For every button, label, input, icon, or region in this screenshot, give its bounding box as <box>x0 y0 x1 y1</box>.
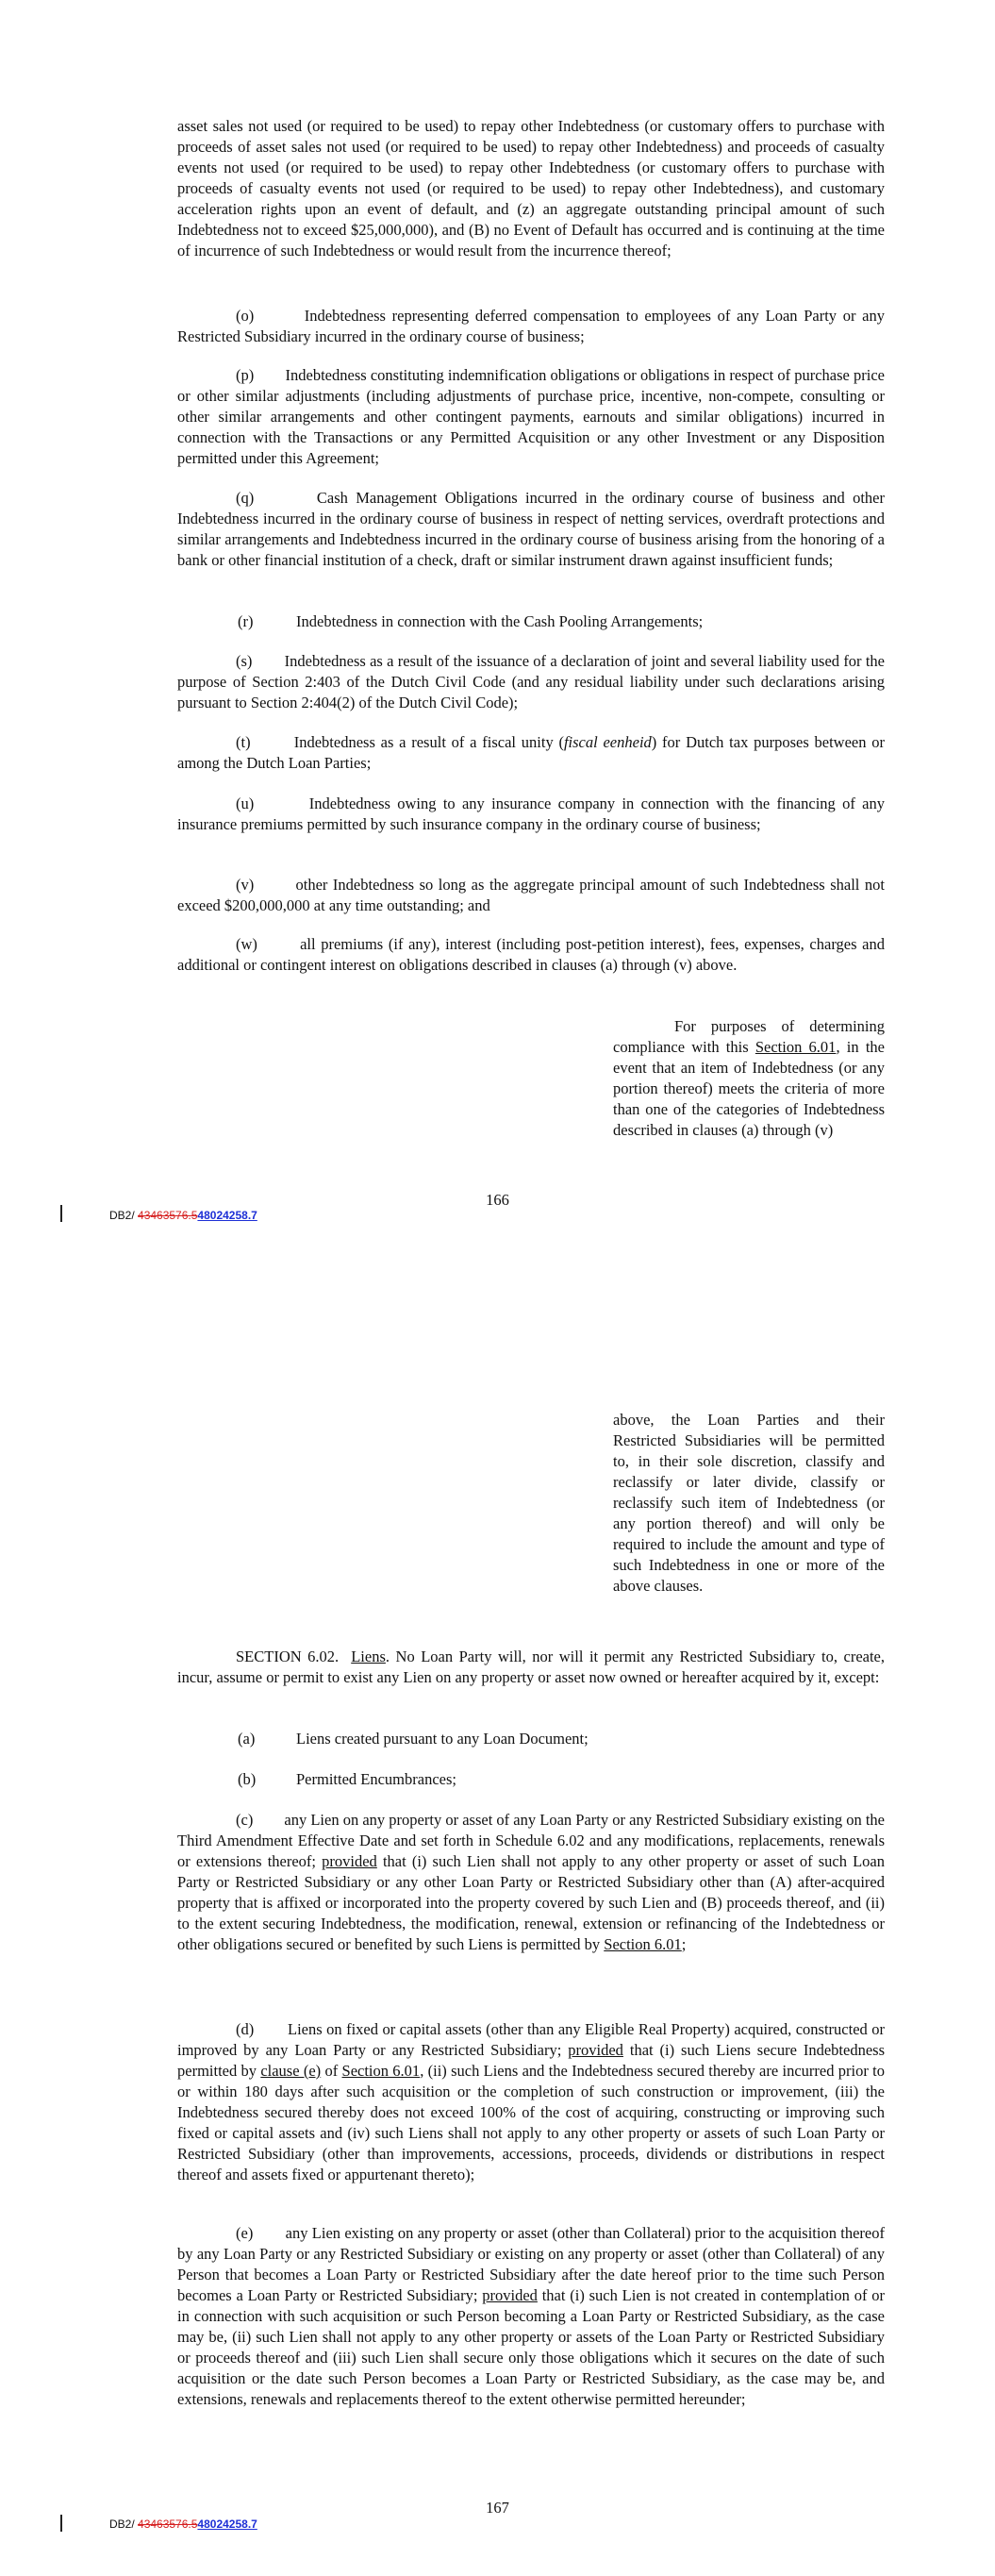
fiscal-eenheid-term: fiscal eenheid <box>563 733 652 751</box>
clause-r-text: Indebtedness in connection with the Cash Pooling Arrangements; <box>296 612 704 630</box>
lien-clause-c: (c) any Lien on any property or asset of any Loan Party or any Restricted Subsidiary existing on the Third Amendment Effective Date and set forth in Schedule 6.02 and any modifications, replacements, renewals or extensions thereof; provided that (i) such Lien shall not apply to any other property or asset of such Loan Party or Restricted Subsidiary or any other Loan Party or Restricted Subsidiary other than (A) after-acquired property that is affixed or incorporated into the property covered by such Lien and (B) proceeds thereof, and (ii) to the extent securing Indebtedness, the modification, renewal, extension or refinancing of the Indebtedness or other obligations secured or benefited by such Liens is permitted by Section 6.01; <box>177 1811 885 1953</box>
clause-v: (v) other Indebtedness so long as the aggregate principal amount of such Indebtedness shall not exceed $200,000,000 at any time outstanding; and <box>177 876 885 914</box>
clause-w: (w) all premiums (if any), interest (including post-petition interest), fees, expenses, charges and additional or contingent interest on obligations described in clauses (a) through (v) above. <box>177 935 885 974</box>
inserted-doc-id: 48024258.7 <box>197 1209 257 1222</box>
change-bar <box>60 1205 62 1222</box>
clause-u: (u) Indebtedness owing to any insurance company in connection with the financing of any insurance premiums permitted by such insurance company in the ordinary course of business; <box>177 795 885 833</box>
page-167 <box>0 1255 995 2576</box>
right-column-paragraph: For purposes of determining compliance with this Section 6.01, in the event that an item of Indebtedness (or any portion thereof) meets the criteria of more than one of the categories of Indebtedness described in clauses (a) through (v) <box>613 1017 885 1139</box>
clause-s: (s) Indebtedness as a result of the issuance of a declaration of joint and several liability used for the purpose of Section 2:403 of the Dutch Civil Code (and any residual liability under such declarations arising pursuant to Section 2:404(2) of the Dutch Civil Code); <box>177 652 885 711</box>
section-number: SECTION 6.02. <box>236 1648 340 1665</box>
section-6-01-reference: Section 6.01 <box>604 1935 682 1953</box>
right-column-continued: above, the Loan Parties and their Restricted Subsidiaries will be permitted to, in their sole discretion, classify and reclassify or later divide, classify or reclassify such item of Indebtedness (or any portion thereof) and will only be required to include the amount and type of such Indebtedness in one or more of the above clauses. <box>613 1411 885 1595</box>
document-id-footer: DB2/ 43463576.548024258.7 <box>109 2517 257 2531</box>
page-number: 167 <box>486 2499 509 2517</box>
page-166 <box>0 0 995 1255</box>
paragraph-continued: asset sales not used (or required to be used) to repay other Indebtedness (or customary offers to purchase with proceeds of asset sales not used (or required to be used) to repay other Indebtedness) and proceeds of casualty events not used (or required to be used) to repay other Indebtedness (or customary offers to purchase with proceeds of casualty events not used (or required to be used) to repay other Indebtedness), and customary acceleration rights upon an event of default, and (z) an aggregate outstanding principal amount of such Indebtedness not to exceed $25,000,000), and (B) no Event of Default has occurred and is continuing at the time of incurrence of such Indebtedness or would result from the incurrence thereof; <box>177 117 885 259</box>
clause-t: (t) Indebtedness as a result of a fiscal unity (fiscal eenheid) for Dutch tax purposes between or among the Dutch Loan Parties; <box>177 733 886 772</box>
inserted-doc-id: 48024258.7 <box>197 2517 257 2531</box>
document-id-footer: DB2/ 43463576.548024258.7 <box>109 1209 257 1222</box>
page-number: 166 <box>486 1191 509 1209</box>
lien-clause-e: (e) any Lien existing on any property or asset (other than Collateral) prior to the acquisition thereof by any Loan Party or any Restricted Subsidiary or existing on any property or asset (other than Collateral) of any Person that becomes a Loan Party or Restricted Subsidiary after the date hereof prior to the time such Person becomes a Loan Party or Restricted Subsidiary; provided that (i) such Lien is not created in contemplation of or in connection with such acquisition or such Person becoming a Loan Party or Restricted Subsidiary, as the case may be, (ii) such Lien shall not apply to any other property or assets of the Loan Party or Restricted Subsidiary or proceeds thereof and (iii) such Lien shall secure only those obligations which it secures on the date of such acquisition or the date such Person becomes a Loan Party or Restricted Subsidiary, as the case may be, and extensions, renewals and replacements thereof to the extent otherwise permitted hereunder; <box>177 2224 885 2408</box>
clause-p: (p) Indebtedness constituting indemnification obligations or obligations in respect of purchase price or other similar adjustments (including adjustments of purchase price, incentive, non-compete, consulting or other similar arrangements and other contingent payments, earnouts and similar obligations) incurred in connection with the Transactions or any Permitted Acquisition or any other Investment or any Disposition permitted under this Agreement; <box>177 366 885 467</box>
clause-q: (q) Cash Management Obligations incurred in the ordinary course of business and other Indebtedness incurred in the ordinary course of business in respect of netting services, overdraft protections and similar arrangements and Indebtedness incurred in the ordinary course of business arising from the honoring of a bank or other financial institution of a check, draft or similar instrument drawn against insufficient funds; <box>177 489 885 569</box>
section-6-02: SECTION 6.02. Liens. No Loan Party will, nor will it permit any Restricted Subsidiary to, create, incur, assume or permit to exist any Lien on any property or asset now owned or hereafter acquired by it, except: <box>177 1648 886 1686</box>
lien-clause-d: (d) Liens on fixed or capital assets (other than any Eligible Real Property) acquired, constructed or improved by any Loan Party or any Restricted Subsidiary; provided that (i) such Liens secure Indebtedness permitted by clause (e) of Section 6.01, (ii) such Liens and the Indebtedness secured thereby are incurred prior to or within 180 days after such acquisition or the completion of such construction or improvement, (iii) the Indebtedness secured thereby does not exceed 100% of the cost of acquiring, constructing or improving such fixed or capital assets and (iv) such Liens shall not apply to any other property or assets of such Loan Party or Restricted Subsidiary (other than improvements, accessions, proceeds, dividends or distributions in respect thereof and assets fixed or appurtenant thereto); <box>177 2020 885 2183</box>
section-title: Liens <box>351 1648 386 1665</box>
section-6-01-reference: Section 6.01 <box>755 1038 837 1056</box>
lien-clause-a: (a) Liens created pursuant to any Loan Document; <box>238 1730 589 1748</box>
change-bar <box>60 2515 62 2532</box>
deleted-doc-id: 43463576.5 <box>138 2517 198 2531</box>
clause-r <box>238 611 703 632</box>
clause-r-label: (r) <box>238 612 254 630</box>
lien-clause-b: (b) Permitted Encumbrances; <box>238 1770 456 1788</box>
clause-e-reference: clause (e) <box>260 2062 322 2080</box>
deleted-doc-id: 43463576.5 <box>138 1209 198 1222</box>
clause-o: (o) Indebtedness representing deferred compensation to employees of any Loan Party or any Restricted Subsidiary incurred in the ordinary course of business; <box>177 307 885 345</box>
section-6-01-reference: Section 6.01 <box>341 2062 421 2080</box>
